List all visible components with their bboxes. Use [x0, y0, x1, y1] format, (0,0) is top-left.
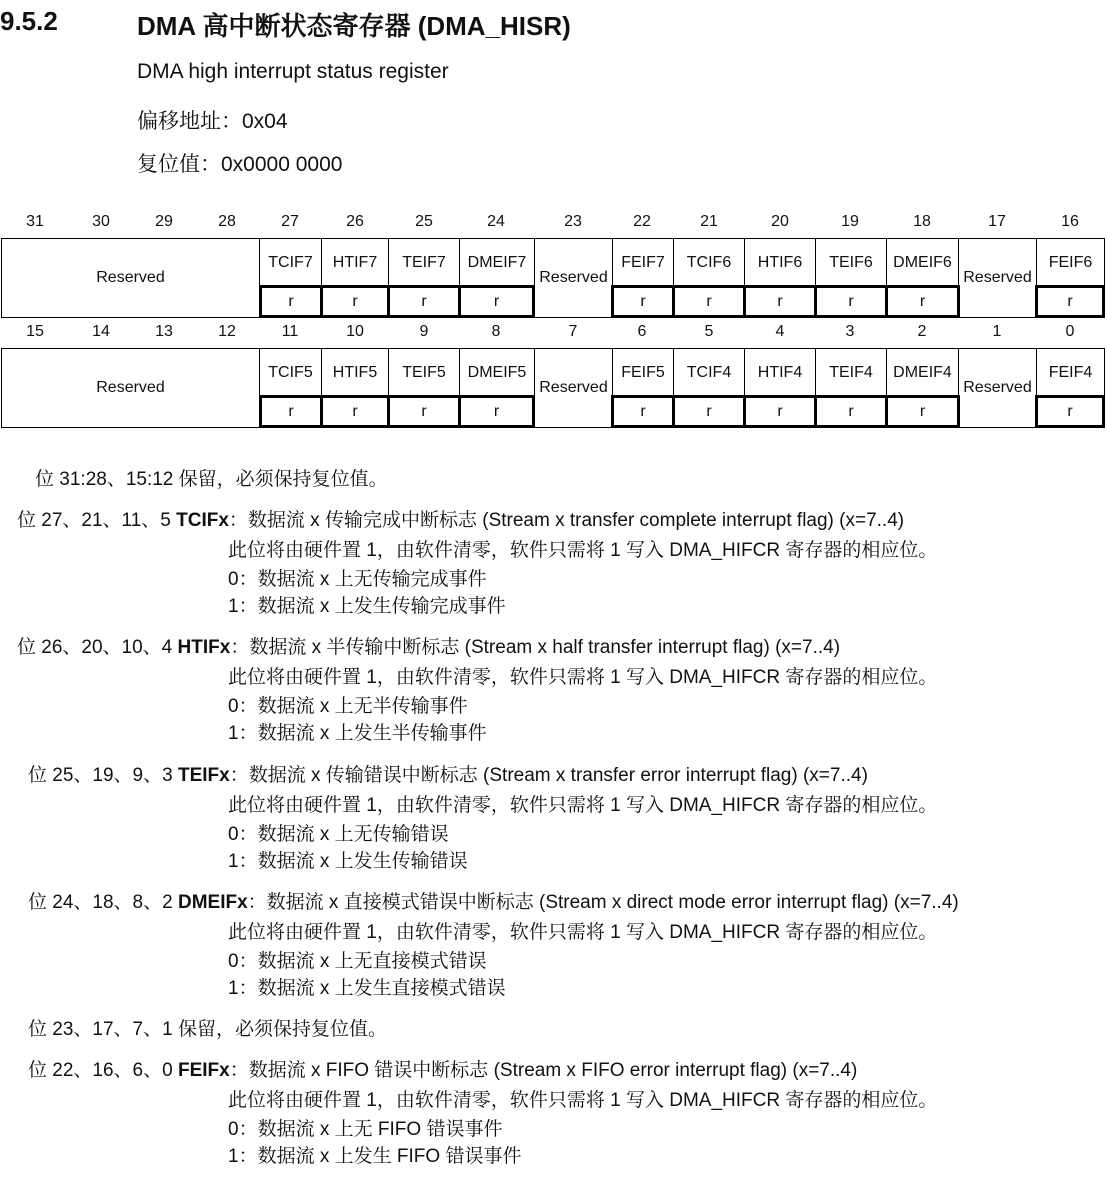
- bit-number: 27: [281, 213, 299, 230]
- bit-numbers-upper: [0, 213, 1107, 237]
- bit-number: 3: [845, 323, 855, 340]
- section-title: DMA 高中断状态寄存器 (DMA_HISR): [137, 11, 571, 41]
- field-tcif5: TCIF5: [259, 348, 322, 397]
- bit-range: 位 23、17、7、1: [28, 1019, 173, 1040]
- desc-text: 保留，必须保持复位值。: [177, 1019, 387, 1040]
- desc-reserved-2: [28, 1014, 387, 1041]
- desc-line: 0：数据流 x 上无半传输事件: [228, 696, 468, 717]
- field-dmeif6: DMEIF6: [886, 238, 959, 287]
- bit-range: 位 31:28、15:12: [35, 469, 174, 490]
- desc-line: 0：数据流 x 上无传输错误: [228, 824, 449, 845]
- bit-number: 31: [26, 213, 44, 230]
- access-r: r: [1035, 395, 1105, 428]
- field-htif6: HTIF6: [744, 238, 816, 287]
- field-name: FEIFx: [177, 1060, 230, 1081]
- bit-number: 1: [992, 323, 1002, 340]
- desc-reserved-1: [35, 464, 388, 491]
- bit-range: 位 27、21、11、5: [17, 510, 171, 531]
- desc-line: 1：数据流 x 上发生传输错误: [228, 851, 468, 872]
- desc-line: 此位将由硬件置 1，由软件清零，软件只需将 1 写入 DMA_HIFCR 寄存器的相应位。: [228, 667, 938, 688]
- register-row-upper: [1, 238, 1105, 318]
- bit-number: 30: [92, 213, 110, 230]
- bit-range: 位 25、19、9、3: [28, 765, 173, 786]
- field-title: ：数据流 x 半传输中断标志 (Stream x half transfer interrupt flag) (x=7..4): [230, 637, 841, 658]
- reserved-field: Reserved: [1, 238, 260, 318]
- bit-range: 位 22、16、6、0: [28, 1060, 173, 1081]
- register-subtitle: DMA high interrupt status register: [137, 60, 449, 83]
- desc-htif-heading: [17, 632, 840, 659]
- field-htif7: HTIF7: [321, 238, 389, 287]
- bit-number: 21: [700, 213, 718, 230]
- access-r: r: [885, 285, 960, 318]
- field-name: TEIFx: [177, 765, 230, 786]
- bit-number: 28: [218, 213, 236, 230]
- field-feif5: FEIF5: [612, 348, 674, 397]
- desc-text: 保留，必须保持复位值。: [178, 469, 388, 490]
- bit-number: 13: [155, 323, 173, 340]
- bit-number: 12: [218, 323, 236, 340]
- field-teif4: TEIF4: [815, 348, 887, 397]
- field-name: HTIFx: [177, 637, 231, 658]
- access-r: r: [611, 285, 675, 318]
- reserved-field: Reserved: [534, 348, 613, 428]
- field-name: DMEIFx: [177, 892, 248, 913]
- field-title: ：数据流 x 传输错误中断标志 (Stream x transfer error interrupt flag) (x=7..4): [229, 765, 868, 786]
- desc-line: 1：数据流 x 上发生半传输事件: [228, 723, 487, 744]
- field-teif5: TEIF5: [388, 348, 460, 397]
- reserved-field: Reserved: [1, 348, 260, 428]
- bit-number: 29: [155, 213, 173, 230]
- desc-line: 此位将由硬件置 1，由软件清零，软件只需将 1 写入 DMA_HIFCR 寄存器的相应位。: [228, 540, 938, 561]
- access-r: r: [814, 285, 888, 318]
- bit-number: 4: [775, 323, 785, 340]
- bit-number: 9: [419, 323, 429, 340]
- bit-number: 10: [346, 323, 364, 340]
- bit-number: 11: [281, 323, 299, 340]
- access-r: r: [743, 395, 817, 428]
- field-feif4: FEIF4: [1036, 348, 1105, 397]
- field-title: ：数据流 x 传输完成中断标志 (Stream x transfer complete interrupt flag) (x=7..4): [228, 510, 905, 531]
- field-tcif7: TCIF7: [259, 238, 322, 287]
- field-feif6: FEIF6: [1036, 238, 1105, 287]
- access-r: r: [743, 285, 817, 318]
- offset-address: 偏移地址：0x04: [137, 110, 288, 133]
- bit-number: 0: [1065, 323, 1075, 340]
- field-dmeif4: DMEIF4: [886, 348, 959, 397]
- access-r: r: [259, 285, 323, 318]
- bit-numbers-lower: [0, 323, 1107, 347]
- reserved-field: Reserved: [534, 238, 613, 318]
- desc-tcif-heading: [17, 505, 904, 532]
- access-r: r: [320, 285, 390, 318]
- access-r: r: [259, 395, 323, 428]
- field-teif7: TEIF7: [388, 238, 460, 287]
- field-tcif4: TCIF4: [673, 348, 745, 397]
- bit-number: 2: [917, 323, 927, 340]
- bit-number: 6: [637, 323, 647, 340]
- field-dmeif7: DMEIF7: [459, 238, 535, 287]
- bit-number: 7: [568, 323, 578, 340]
- bit-number: 18: [913, 213, 931, 230]
- access-r: r: [672, 395, 746, 428]
- section-number: 9.5.2: [0, 6, 58, 36]
- bit-number: 17: [988, 213, 1006, 230]
- access-r: r: [611, 395, 675, 428]
- access-r: r: [672, 285, 746, 318]
- bit-range: 位 26、20、10、4: [17, 637, 173, 658]
- bit-number: 15: [26, 323, 44, 340]
- field-tcif6: TCIF6: [673, 238, 745, 287]
- reserved-field: Reserved: [958, 238, 1037, 318]
- desc-line: 0：数据流 x 上无传输完成事件: [228, 569, 487, 590]
- bit-number: 19: [841, 213, 859, 230]
- desc-line: 1：数据流 x 上发生直接模式错误: [228, 978, 506, 999]
- bit-number: 16: [1061, 213, 1079, 230]
- desc-line: 此位将由硬件置 1，由软件清零，软件只需将 1 写入 DMA_HIFCR 寄存器的相应位。: [228, 922, 938, 943]
- desc-line: 1：数据流 x 上发生传输完成事件: [228, 596, 506, 617]
- desc-line: 0：数据流 x 上无 FIFO 错误事件: [228, 1119, 503, 1140]
- bit-number: 24: [487, 213, 505, 230]
- desc-dmeif-heading: [28, 887, 959, 914]
- access-r: r: [320, 395, 390, 428]
- field-teif6: TEIF6: [815, 238, 887, 287]
- desc-line: 0：数据流 x 上无直接模式错误: [228, 951, 487, 972]
- field-title: ：数据流 x 直接模式错误中断标志 (Stream x direct mode error interrupt flag) (x=7..4): [247, 892, 959, 913]
- access-r: r: [387, 395, 461, 428]
- bit-number: 8: [491, 323, 501, 340]
- desc-line: 1：数据流 x 上发生 FIFO 错误事件: [228, 1146, 522, 1167]
- bit-number: 26: [346, 213, 364, 230]
- register-row-lower: [1, 348, 1105, 428]
- field-htif5: HTIF5: [321, 348, 389, 397]
- reserved-field: Reserved: [958, 348, 1037, 428]
- bit-number: 5: [704, 323, 714, 340]
- bit-number: 20: [771, 213, 789, 230]
- bit-number: 22: [633, 213, 651, 230]
- access-r: r: [387, 285, 461, 318]
- field-dmeif5: DMEIF5: [459, 348, 535, 397]
- access-r: r: [458, 395, 535, 428]
- reset-value: 复位值：0x0000 0000: [137, 153, 343, 176]
- access-r: r: [1035, 285, 1105, 318]
- field-feif7: FEIF7: [612, 238, 674, 287]
- access-r: r: [814, 395, 888, 428]
- bit-number: 14: [92, 323, 110, 340]
- access-r: r: [885, 395, 960, 428]
- field-title: ：数据流 x FIFO 错误中断标志 (Stream x FIFO error interrupt flag) (x=7..4): [229, 1060, 858, 1081]
- bit-number: 23: [564, 213, 582, 230]
- bit-number: 25: [415, 213, 433, 230]
- field-htif4: HTIF4: [744, 348, 816, 397]
- field-name: TCIFx: [176, 510, 229, 531]
- desc-teif-heading: [28, 760, 868, 787]
- desc-feif-heading: [28, 1055, 857, 1082]
- desc-line: 此位将由硬件置 1，由软件清零，软件只需将 1 写入 DMA_HIFCR 寄存器的相应位。: [228, 795, 938, 816]
- desc-line: 此位将由硬件置 1，由软件清零，软件只需将 1 写入 DMA_HIFCR 寄存器的相应位。: [228, 1090, 938, 1111]
- bit-range: 位 24、18、8、2: [28, 892, 173, 913]
- access-r: r: [458, 285, 535, 318]
